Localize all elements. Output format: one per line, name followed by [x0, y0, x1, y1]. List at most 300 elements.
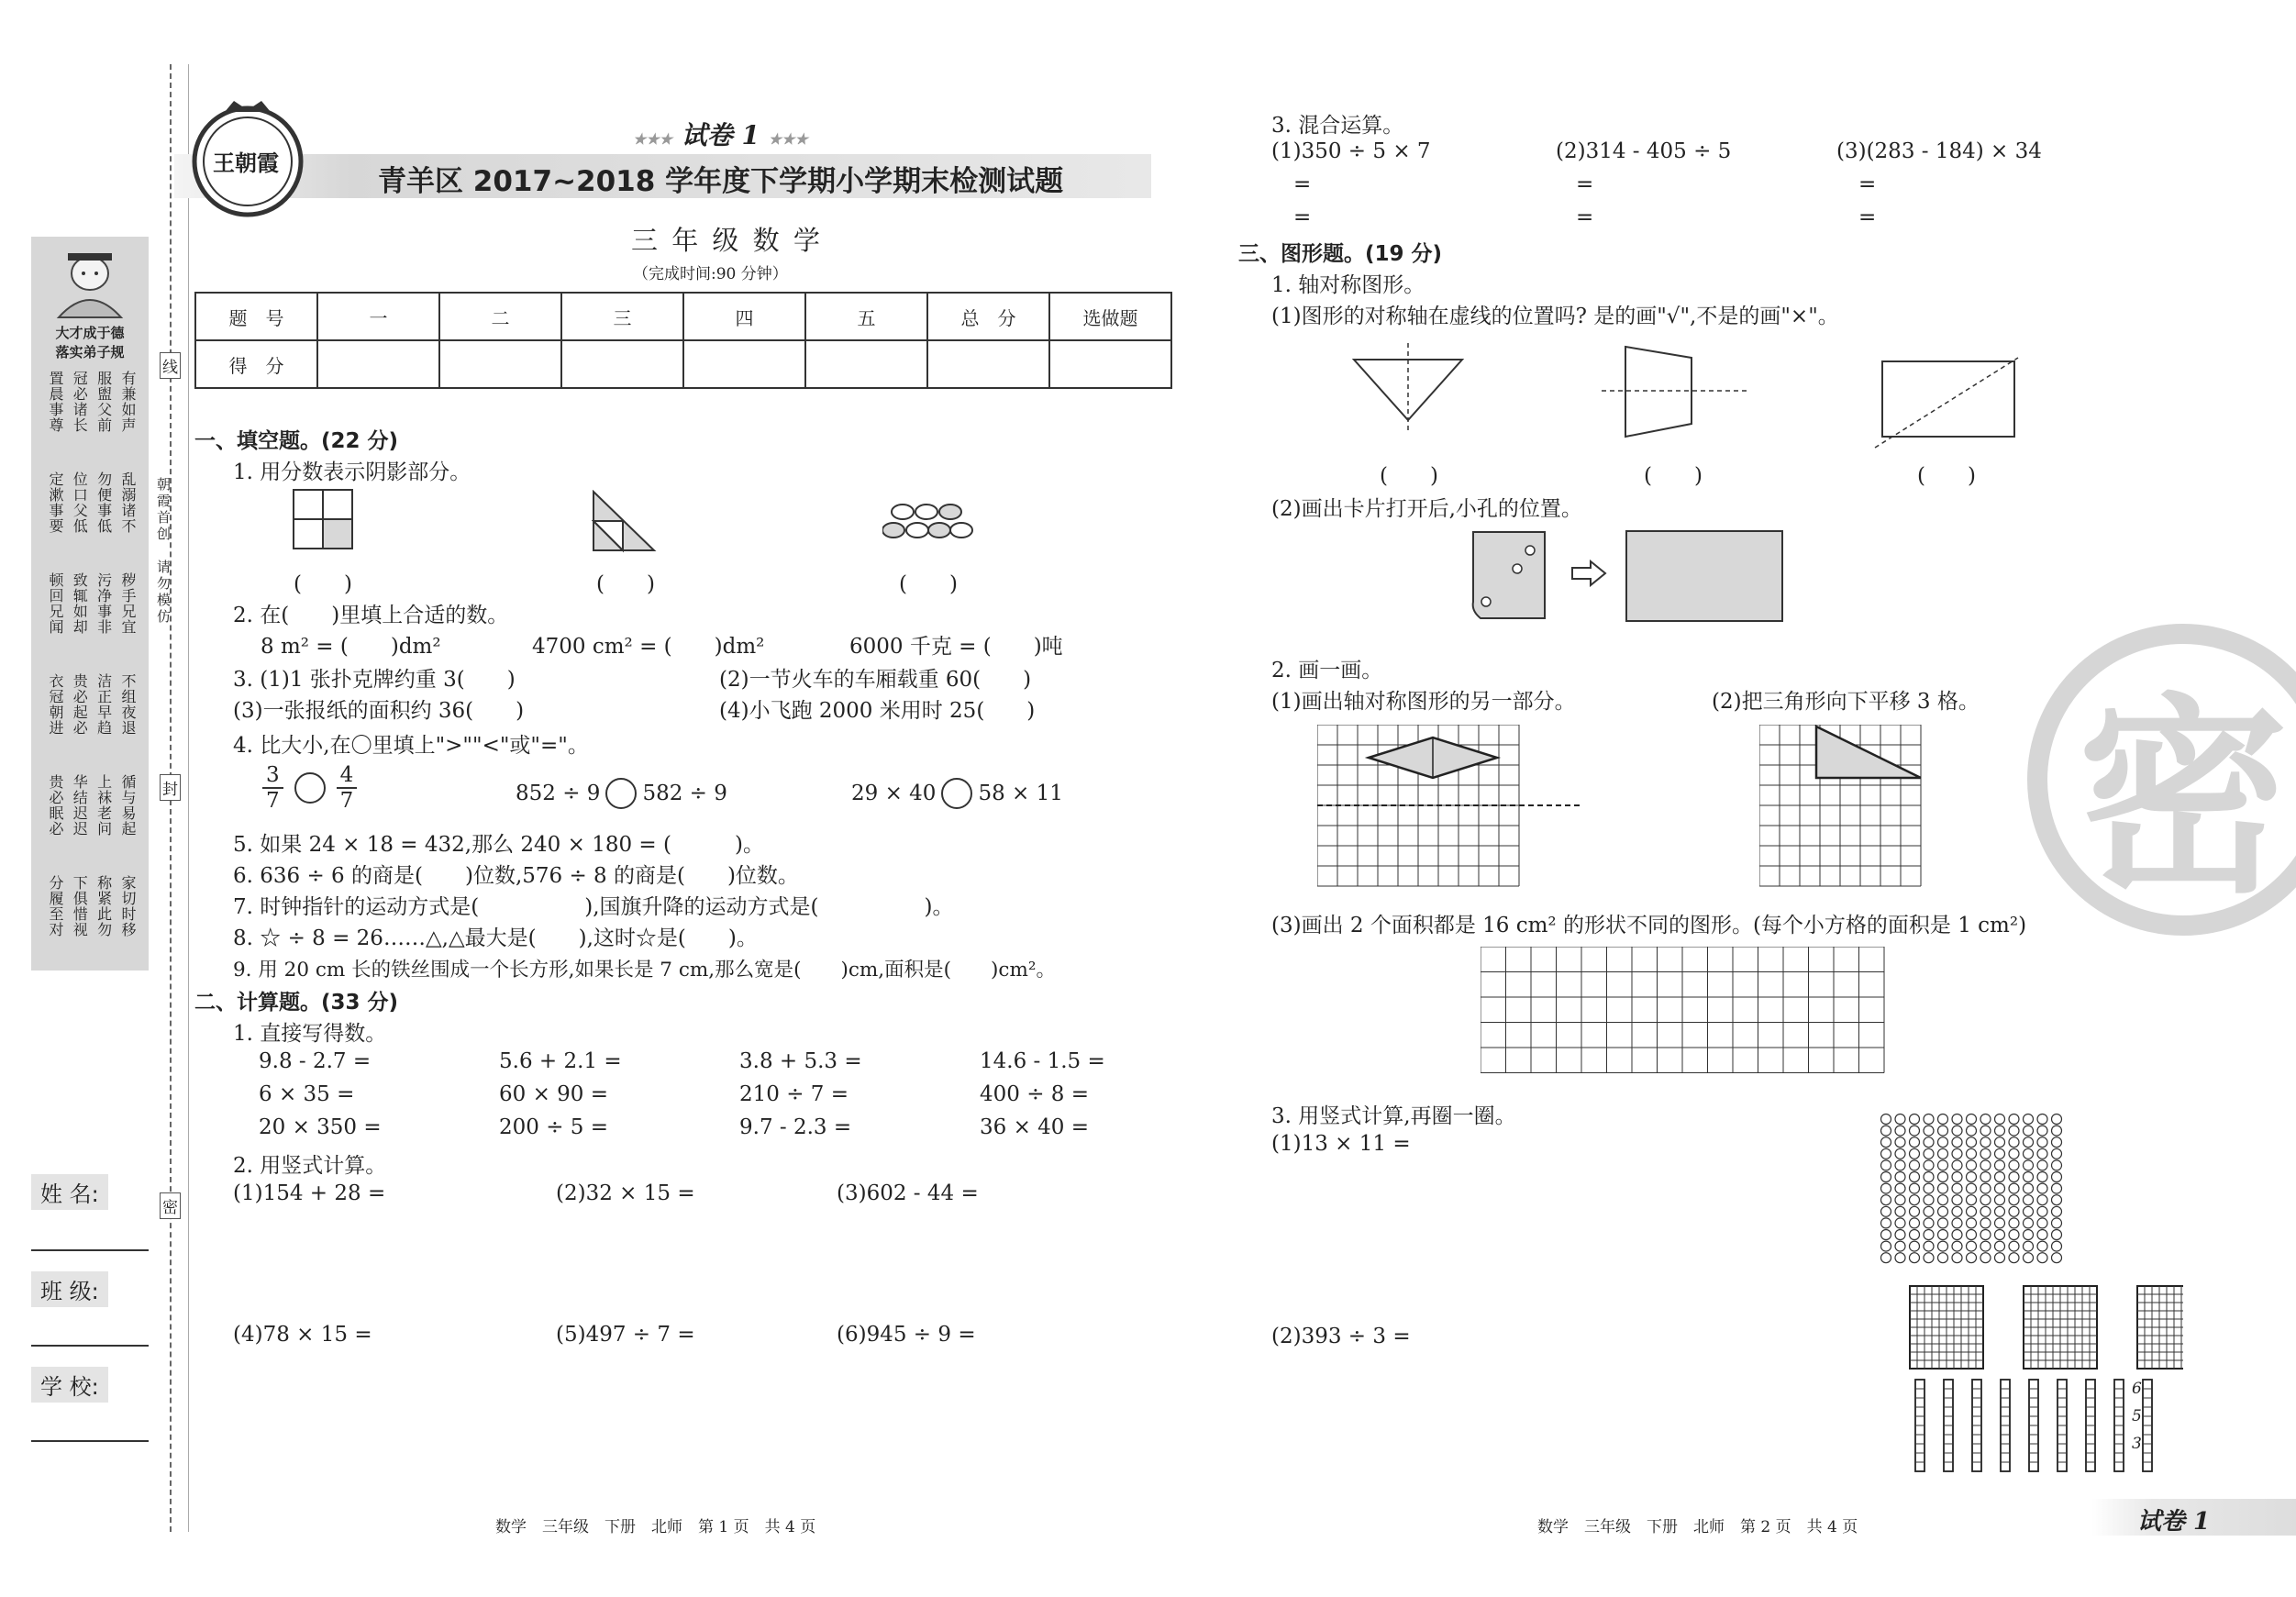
dot	[1995, 1137, 2005, 1148]
dot	[1895, 1241, 1905, 1251]
dot	[1952, 1115, 1962, 1125]
score-cell-header: 三	[561, 293, 683, 340]
dot	[1924, 1160, 1934, 1170]
dot	[1910, 1206, 1920, 1216]
s3-q1-2: (2)画出卡片打开后,小孔的位置。	[1271, 497, 1582, 521]
dot	[1910, 1115, 1920, 1125]
footer-right: 数学 三年级 下册 北师 第 2 页 共 4 页	[1537, 1518, 1858, 1536]
dot	[2052, 1137, 2062, 1148]
dot	[1995, 1172, 2005, 1182]
s1-q3-b[interactable]: (2)一节火车的车厢载重 60( )	[719, 668, 1032, 692]
sidebar-motto-1: 大才成于德	[55, 325, 125, 341]
seal-mark-line: 线	[160, 352, 181, 379]
oral-calc[interactable]: 210 ÷ 7 =	[739, 1082, 849, 1106]
fraction-numerator: 4	[337, 763, 358, 789]
dot	[2024, 1218, 2034, 1228]
dot	[1910, 1253, 1920, 1263]
scholar-mascot-icon	[31, 246, 149, 319]
fraction-4-7	[337, 763, 358, 813]
dot	[1967, 1230, 1977, 1240]
oral-calc[interactable]: 5.6 + 2.1 =	[499, 1049, 622, 1073]
score-cell-header: 题 号	[195, 293, 317, 340]
equals-sign: =	[1293, 172, 1312, 196]
dot	[1952, 1230, 1962, 1240]
dot	[1881, 1253, 1891, 1263]
dot	[2024, 1137, 2034, 1148]
dot	[1881, 1172, 1891, 1182]
base-ten-blocks-figure[interactable]	[1908, 1281, 2183, 1475]
oral-calc[interactable]: 6 × 35 =	[259, 1082, 355, 1106]
fraction-compare-c	[851, 778, 1063, 809]
school-label: 学 校:	[31, 1367, 108, 1403]
dot	[1924, 1230, 1934, 1240]
score-input-cell[interactable]	[805, 340, 927, 388]
compare-left: 29 × 40	[851, 782, 937, 805]
s1-q2-c[interactable]: 6000 千克 = ( )吨	[849, 635, 1063, 659]
dot-array-figure[interactable]	[1879, 1112, 2071, 1271]
dot	[2037, 1160, 2047, 1170]
school-line[interactable]	[31, 1440, 149, 1442]
dot	[1938, 1115, 1948, 1125]
dot	[2009, 1218, 2019, 1228]
dot	[1924, 1206, 1934, 1216]
dot	[1895, 1218, 1905, 1228]
score-input-cell[interactable]	[1049, 340, 1171, 388]
dot	[1895, 1148, 1905, 1159]
dot	[2009, 1137, 2019, 1148]
oral-calc[interactable]: 14.6 - 1.5 =	[980, 1049, 1105, 1073]
dot	[1881, 1148, 1891, 1159]
dot	[1924, 1172, 1934, 1182]
poem-column: 污净事非	[94, 572, 113, 635]
dot	[1967, 1115, 1977, 1125]
mixed-calc[interactable]: (1)350 ÷ 5 × 7	[1271, 139, 1431, 163]
dot	[2037, 1126, 2047, 1136]
dot	[1995, 1115, 2005, 1125]
dot	[1895, 1183, 1905, 1193]
dot	[1895, 1230, 1905, 1240]
oral-calc[interactable]: 3.8 + 5.3 =	[739, 1049, 862, 1073]
q1-answer-blank[interactable]: ( )	[596, 572, 655, 596]
s1-q2-a[interactable]: 8 m² = ( )dm²	[261, 635, 441, 659]
dot	[1995, 1218, 2005, 1228]
fraction-compare-b	[516, 778, 727, 809]
dot	[1924, 1126, 1934, 1136]
subject-title: 三 年 级 数 学	[631, 225, 823, 256]
oral-calc[interactable]: 400 ÷ 8 =	[980, 1082, 1090, 1106]
dot	[2009, 1160, 2019, 1170]
dot	[2024, 1160, 2034, 1170]
dot	[2037, 1137, 2047, 1148]
dot	[1938, 1195, 1948, 1205]
fraction-denominator: 7	[266, 789, 280, 813]
dot	[2037, 1230, 2047, 1240]
seal-mark-feng: 封	[160, 774, 181, 801]
oral-calc[interactable]: 9.8 - 2.7 =	[259, 1049, 372, 1073]
sidebar-panel	[31, 237, 149, 970]
fraction-3-7	[262, 763, 283, 813]
translation-grid[interactable]	[1759, 725, 1934, 890]
compare-circle[interactable]	[605, 778, 637, 809]
dot	[2024, 1230, 2034, 1240]
symmetry-answer-blank[interactable]: ( )	[1644, 464, 1703, 488]
dot	[2052, 1160, 2062, 1170]
dot	[1938, 1218, 1948, 1228]
dot	[2024, 1148, 2034, 1159]
dot	[1967, 1206, 1977, 1216]
poem-column: 置晨事尊	[46, 371, 64, 433]
oral-calc[interactable]: 200 ÷ 5 =	[499, 1115, 609, 1139]
dot	[1980, 1195, 1991, 1205]
symmetry-answer-blank[interactable]: ( )	[1380, 464, 1438, 488]
dot	[1924, 1241, 1934, 1251]
dot	[1924, 1148, 1934, 1159]
poem-column: 秽手兄宜	[118, 572, 137, 635]
s1-q4: 4. 比大小,在〇里填上">""<"或"="。	[233, 734, 589, 758]
dots	[1881, 1115, 2062, 1263]
oral-calc[interactable]: 60 × 90 =	[499, 1082, 609, 1106]
dot	[1995, 1148, 2005, 1159]
score-table	[194, 292, 1172, 389]
fraction-square-figure	[292, 488, 356, 552]
q1-answer-blank[interactable]: ( )	[294, 572, 352, 596]
dot	[1895, 1172, 1905, 1182]
exam-duration: （完成时间:90 分钟）	[633, 265, 788, 283]
watermark-text: 密	[2077, 676, 2289, 922]
score-cell-header: 选做题	[1049, 293, 1171, 340]
dot	[1881, 1137, 1891, 1148]
dot	[1980, 1160, 1991, 1170]
dot	[2037, 1172, 2047, 1182]
dot	[1881, 1206, 1891, 1216]
dot	[2024, 1126, 2034, 1136]
dot	[1938, 1172, 1948, 1182]
dot	[1967, 1253, 1977, 1263]
dot	[1938, 1148, 1948, 1159]
s1-q6[interactable]: 6. 636 ÷ 6 的商是( )位数,576 ÷ 8 的商是( )位数。	[233, 864, 799, 888]
score-row-label: 得 分	[195, 340, 317, 388]
dot	[1995, 1126, 2005, 1136]
dot	[1967, 1183, 1977, 1193]
badge-stars-right: ★★★	[768, 130, 808, 148]
vertical-calc[interactable]: (2)32 × 15 =	[556, 1181, 695, 1205]
s1-q2-b[interactable]: 4700 cm² = ( )dm²	[532, 635, 765, 659]
score-entry-row	[195, 340, 1171, 388]
oral-calc[interactable]: 9.7 - 2.3 =	[739, 1115, 852, 1139]
block-digit: 3	[2132, 1435, 2142, 1453]
poem-column: 定漱事要	[46, 471, 64, 534]
block-digit: 5	[2132, 1407, 2142, 1425]
dot	[1980, 1148, 1991, 1159]
poem-column: 有兼如声	[118, 371, 137, 433]
s1-q2: 2. 在( )里填上合适的数。	[233, 604, 509, 627]
footer-badge: 试卷 1	[2137, 1508, 2211, 1536]
s1-q7[interactable]: 7. 时钟指针的运动方式是( ),国旗升降的运动方式是( )。	[233, 895, 954, 919]
dot	[1952, 1172, 1962, 1182]
dot	[1967, 1195, 1977, 1205]
dot	[2052, 1195, 2062, 1205]
poem-column: 贵必起必	[71, 673, 89, 736]
dot	[1980, 1253, 1991, 1263]
vertical-calc[interactable]: (5)497 ÷ 7 =	[556, 1323, 695, 1347]
dot	[1895, 1206, 1905, 1216]
s1-q3-a[interactable]: 3. (1)1 张扑克牌约重 3( )	[233, 668, 516, 692]
score-cell-header: 四	[683, 293, 805, 340]
dot	[1881, 1218, 1891, 1228]
dot	[2052, 1241, 2062, 1251]
dot	[2052, 1230, 2062, 1240]
oral-calc[interactable]: 20 × 350 =	[259, 1115, 382, 1139]
poem-column: 华结迟迟	[71, 774, 89, 837]
dot	[1881, 1183, 1891, 1193]
dot	[1995, 1241, 2005, 1251]
fraction-numerator: 3	[262, 763, 283, 789]
dot	[1938, 1137, 1948, 1148]
s3-q2-1: (1)画出轴对称图形的另一部分。	[1271, 690, 1576, 714]
compare-circle[interactable]	[941, 778, 972, 809]
dot	[1895, 1253, 1905, 1263]
blocks	[1910, 1286, 2183, 1471]
dot	[1995, 1160, 2005, 1170]
arrow-right-icon	[1570, 560, 1607, 587]
s3-q3-2[interactable]: (2)393 ÷ 3 =	[1271, 1325, 1411, 1348]
symmetry-grid[interactable]	[1317, 725, 1583, 890]
poem-column: 下俱惜视	[71, 875, 89, 937]
equals-sign: =	[1293, 205, 1312, 229]
poem-column: 冠必诸长	[71, 371, 89, 433]
dot	[1910, 1230, 1920, 1240]
dot	[1967, 1160, 1977, 1170]
dot	[1881, 1115, 1891, 1125]
dot	[2037, 1115, 2047, 1125]
score-cell-header: 一	[317, 293, 439, 340]
compare-circle[interactable]	[294, 772, 326, 804]
poem-column: 上袜老问	[94, 774, 113, 837]
dot	[1952, 1253, 1962, 1263]
sidebar-poem	[42, 371, 138, 976]
s1-q5[interactable]: 5. 如果 24 × 18 = 432,那么 240 × 180 = ( )。	[233, 833, 764, 857]
class-line[interactable]	[31, 1345, 149, 1347]
dot	[2009, 1206, 2019, 1216]
fraction-triangle-figure	[592, 490, 658, 554]
s3-q2-2: (2)把三角形向下平移 3 格。	[1712, 690, 1980, 714]
score-input-cell[interactable]	[683, 340, 805, 388]
block-digit: 6	[2132, 1380, 2142, 1398]
dot	[1938, 1183, 1948, 1193]
dot	[2037, 1241, 2047, 1251]
dot	[1895, 1126, 1905, 1136]
dot	[1967, 1148, 1977, 1159]
score-cell-header: 二	[439, 293, 561, 340]
dot	[1881, 1241, 1891, 1251]
s3-q2-3: (3)画出 2 个面积都是 16 cm² 的形状不同的图形。(每个小方格的面积是 1 cm²)	[1271, 914, 2027, 937]
dot	[2024, 1115, 2034, 1125]
section2-heading: 二、计算题。(33 分)	[194, 991, 399, 1015]
dot	[2009, 1183, 2019, 1193]
dot	[2024, 1241, 2034, 1251]
s2-q1: 1. 直接写得数。	[233, 1022, 387, 1046]
score-header-row	[195, 293, 1171, 340]
dot	[1995, 1230, 2005, 1240]
s3-q1-1: (1)图形的对称轴在虚线的位置吗? 是的画"√",不是的画"×"。	[1271, 305, 1839, 328]
poem-column: 循与易起	[118, 774, 137, 837]
dot	[2052, 1115, 2062, 1125]
dot	[1980, 1183, 1991, 1193]
poem-column: 称紧此勿	[94, 875, 113, 937]
compare-left: 852 ÷ 9	[516, 782, 601, 805]
dot	[1980, 1115, 1991, 1125]
s3-q1: 1. 轴对称图形。	[1271, 273, 1425, 297]
dot	[1980, 1218, 1991, 1228]
dot	[1924, 1253, 1934, 1263]
q1-answer-blank[interactable]: ( )	[899, 572, 958, 596]
folded-card-figure	[1468, 528, 1556, 622]
fraction-ovals-figure	[882, 503, 974, 547]
equals-sign: =	[1858, 172, 1877, 196]
s1-q3-c[interactable]: (3)一张报纸的面积约 36( )	[233, 699, 525, 723]
equals-sign: =	[1576, 172, 1594, 196]
dot	[1952, 1241, 1962, 1251]
symmetry-trapezoid-figure	[1600, 341, 1750, 442]
dot	[1952, 1218, 1962, 1228]
mixed-calc[interactable]: (3)(283 - 184) × 34	[1836, 139, 2042, 163]
dot	[1924, 1115, 1934, 1125]
dot	[2009, 1195, 2019, 1205]
name-line[interactable]	[31, 1249, 149, 1251]
dot	[1924, 1195, 1934, 1205]
s2-q3: 3. 混合运算。	[1271, 114, 1404, 138]
dot	[1910, 1241, 1920, 1251]
vertical-calc[interactable]: (4)78 × 15 =	[233, 1323, 372, 1347]
s2-q2: 2. 用竖式计算。	[233, 1154, 387, 1178]
poem-column: 服盥父前	[94, 371, 113, 433]
vertical-calc[interactable]: (3)602 - 44 =	[837, 1181, 979, 1205]
s1-q3-d[interactable]: (4)小飞跑 2000 米用时 25( )	[719, 699, 1036, 723]
poem-column: 衣冠朝进	[46, 673, 64, 736]
poem-column: 分履至对	[46, 875, 64, 937]
class-label: 班 级:	[31, 1271, 108, 1307]
dot	[2052, 1253, 2062, 1263]
dot	[1980, 1137, 1991, 1148]
binding-edge-line	[188, 64, 189, 1532]
dot	[2052, 1126, 2062, 1136]
dot	[1938, 1253, 1948, 1263]
s3-q2: 2. 画一画。	[1271, 659, 1383, 682]
dot	[2009, 1230, 2019, 1240]
dot	[1967, 1218, 1977, 1228]
poem-column: 乱溺诸不	[118, 471, 137, 534]
s1-q1: 1. 用分数表示阴影部分。	[233, 460, 471, 484]
s3-q3: 3. 用竖式计算,再圈一圈。	[1271, 1104, 1516, 1128]
dot	[1895, 1160, 1905, 1170]
dot	[1938, 1230, 1948, 1240]
poem-column: 勿便事低	[94, 471, 113, 534]
dot	[1980, 1172, 1991, 1182]
brand-logo-text: 王朝霞	[213, 150, 279, 176]
dot	[1952, 1195, 1962, 1205]
dot	[2024, 1183, 2034, 1193]
dot	[2024, 1172, 2034, 1182]
dot	[2052, 1183, 2062, 1193]
opened-card-drawing-area[interactable]	[1625, 530, 1783, 622]
dot	[2037, 1148, 2047, 1159]
dot	[2037, 1253, 2047, 1263]
dot	[2009, 1115, 2019, 1125]
grid-lines	[1481, 947, 1884, 1073]
dot	[1910, 1148, 1920, 1159]
s1-q9[interactable]: 9. 用 20 cm 长的铁丝围成一个长方形,如果长是 7 cm,那么宽是( )cm,面积是( )cm²。	[233, 959, 1056, 981]
poem-column: 贵必眠必	[46, 774, 64, 837]
mixed-calc[interactable]: (2)314 - 405 ÷ 5	[1556, 139, 1732, 163]
dot	[1938, 1126, 1948, 1136]
dot	[1967, 1241, 1977, 1251]
equals-sign: =	[1576, 205, 1594, 229]
poem-column: 致辄如却	[71, 572, 89, 635]
dot	[1952, 1183, 1962, 1193]
sidebar-motto-2: 落实弟子规	[55, 344, 125, 360]
dot	[2009, 1148, 2019, 1159]
score-input-cell[interactable]	[317, 340, 439, 388]
dot	[1938, 1206, 1948, 1216]
area-drawing-grid[interactable]	[1481, 947, 1888, 1084]
dot	[2052, 1218, 2062, 1228]
dot	[1980, 1230, 1991, 1240]
dot	[2037, 1195, 2047, 1205]
dot	[1910, 1218, 1920, 1228]
poem-column: 位口父低	[71, 471, 89, 534]
s1-q8[interactable]: 8. ☆ ÷ 8 = 26……△,△最大是( ),这时☆是( )。	[233, 926, 758, 950]
section1-heading: 一、填空题。(22 分)	[194, 429, 399, 453]
dot	[1881, 1195, 1891, 1205]
dot	[1910, 1160, 1920, 1170]
symmetry-answer-blank[interactable]: ( )	[1917, 464, 1976, 488]
dot	[1895, 1195, 1905, 1205]
dot	[1952, 1126, 1962, 1136]
dot	[1967, 1137, 1977, 1148]
dot	[1910, 1126, 1920, 1136]
dot	[2037, 1218, 2047, 1228]
dot	[1952, 1160, 1962, 1170]
dot	[2009, 1126, 2019, 1136]
dot	[2024, 1253, 2034, 1263]
dot	[2024, 1206, 2034, 1216]
dot	[1952, 1148, 1962, 1159]
dot	[1995, 1195, 2005, 1205]
vertical-calc[interactable]: (1)154 + 28 =	[233, 1181, 386, 1205]
dot	[1967, 1172, 1977, 1182]
dot	[1924, 1218, 1934, 1228]
dot	[2009, 1241, 2019, 1251]
oral-calc[interactable]: 36 × 40 =	[980, 1115, 1090, 1139]
poem-column: 顿回兄闻	[46, 572, 64, 635]
dot	[1881, 1160, 1891, 1170]
fraction-denominator: 7	[339, 789, 354, 813]
score-cell-header: 总 分	[927, 293, 1049, 340]
dot	[2037, 1183, 2047, 1193]
footer-left: 数学 三年级 下册 北师 第 1 页 共 4 页	[495, 1518, 816, 1536]
dot	[2052, 1148, 2062, 1159]
symmetry-triangle-figure	[1348, 341, 1468, 433]
watermark-seal	[2027, 624, 2296, 936]
score-input-cell[interactable]	[439, 340, 561, 388]
score-input-cell[interactable]	[561, 340, 683, 388]
symmetry-rectangle-figure	[1871, 356, 2020, 451]
score-input-cell[interactable]	[927, 340, 1049, 388]
exam-title: 青羊区 2017~2018 学年度下学期小学期末检测试题	[378, 165, 1064, 198]
dot	[2052, 1206, 2062, 1216]
s3-q3-1[interactable]: (1)13 × 11 =	[1271, 1132, 1411, 1156]
vertical-calc[interactable]: (6)945 ÷ 9 =	[837, 1323, 976, 1347]
